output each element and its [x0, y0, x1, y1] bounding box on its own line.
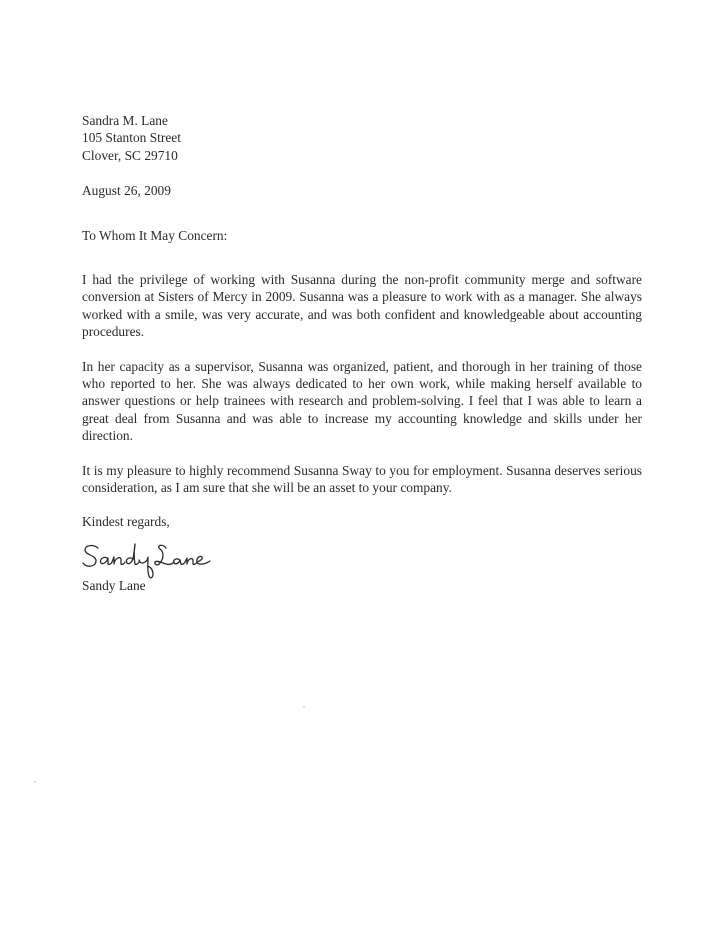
letter-date: August 26, 2009 [82, 183, 171, 199]
closing: Kindest regards, [82, 513, 170, 529]
body-paragraph-1: I had the privilege of working with Susanna during the non-profit community merge and software conversion at Sisters of Mercy in 2009. Susanna was a pleasure to work with as a manager. She always worked with a smile, was very accurate, and was both confident and knowledgeable about accounting procedures. [82, 272, 642, 340]
body-paragraph-2: In her capacity as a supervisor, Susanna was organized, patient, and thorough in her training of those who reported to her. She was always dedicated to her own work, while making herself available to answer questions or help trainees with research and problem-solving. I feel that I was able to learn a great deal from Susanna and was able to increase my accounting knowledge and skills under her direction. [82, 358, 642, 444]
scan-speck [34, 781, 36, 783]
sender-city: Clover, SC 29710 [82, 147, 178, 163]
body-paragraph-3: It is my pleasure to highly recommend Susanna Sway to you for employment. Susanna deserves serious consideration, as I am sure that she will be an asset to your company. [82, 462, 642, 496]
signer-name: Sandy Lane [82, 577, 146, 593]
sender-name: Sandra M. Lane [82, 113, 168, 128]
sender-street: 105 Stanton Street [82, 130, 181, 146]
salutation: To Whom It May Concern: [82, 227, 228, 243]
handwritten-signature [80, 534, 230, 580]
sender-address-block [82, 112, 642, 164]
scan-speck [303, 706, 305, 708]
letter-body [82, 112, 642, 594]
